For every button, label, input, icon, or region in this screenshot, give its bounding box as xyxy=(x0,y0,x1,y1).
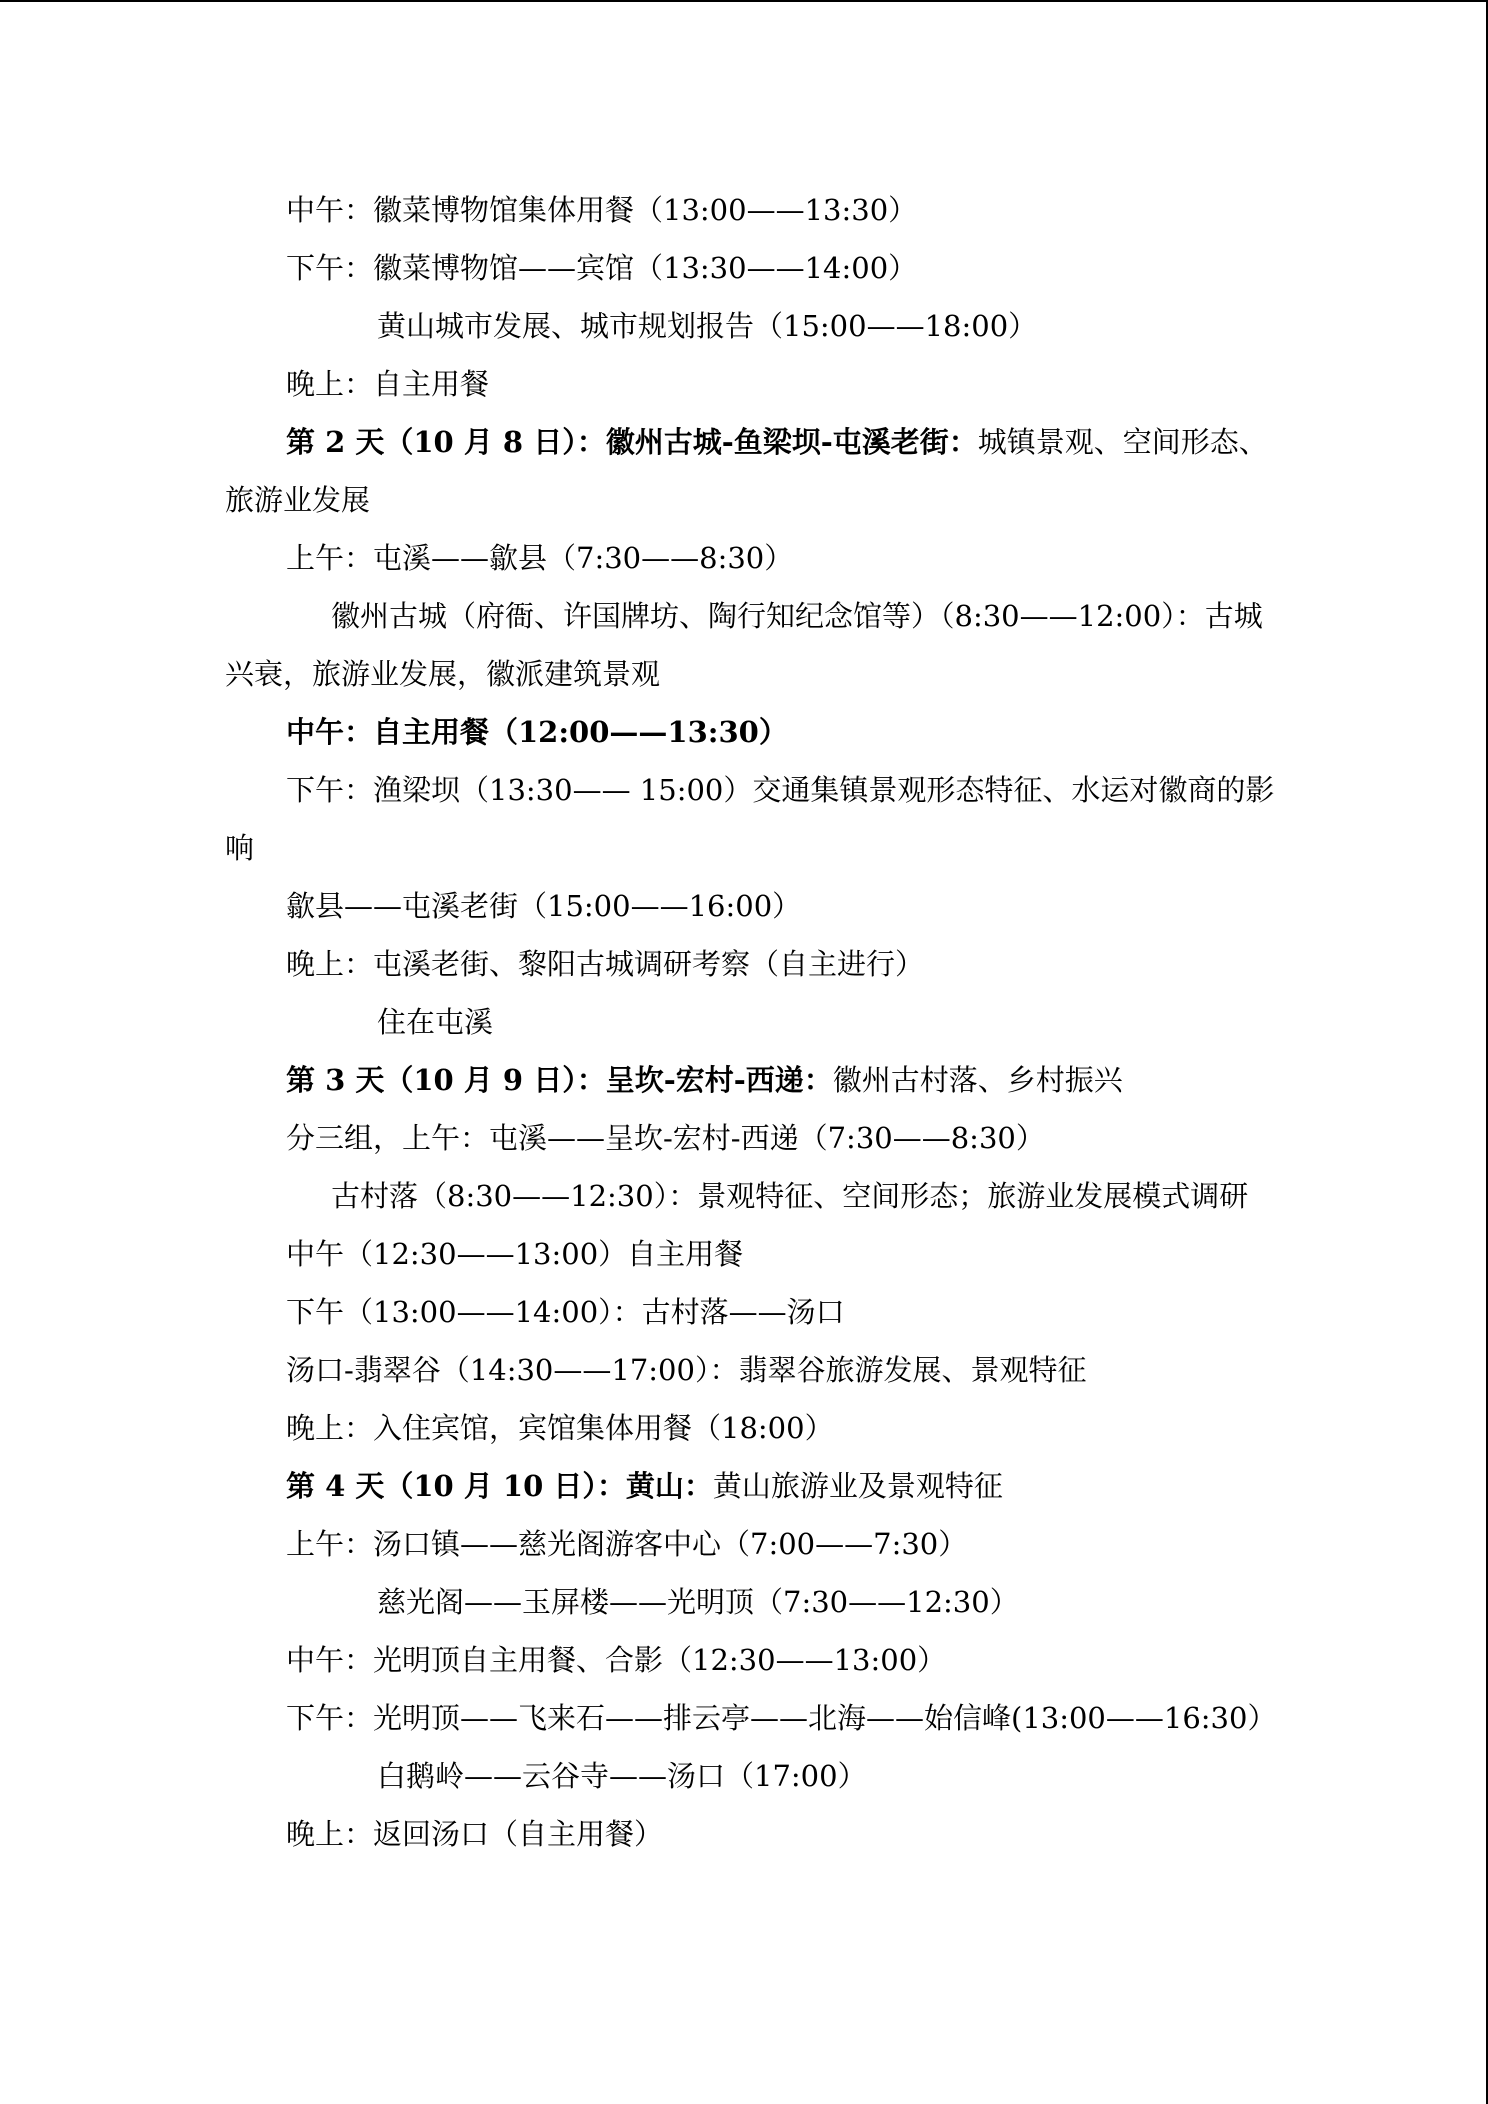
text-line: 徽州古城（府衙、许国牌坊、陶行知纪念馆等）（8:30——12:00）：古城 xyxy=(331,599,1263,633)
day-2-topics: 城镇景观、空间形态、 xyxy=(977,425,1268,459)
day-4-topics: 黄山旅游业及景观特征 xyxy=(712,1469,1003,1503)
text-line: 晚上：返回汤口（自主用餐） xyxy=(286,1817,664,1851)
text-line: 晚上：屯溪老街、黎阳古城调研考察（自主进行） xyxy=(286,947,925,981)
text-line: 住在屯溪 xyxy=(377,1005,494,1039)
text-line: 旅游业发展 xyxy=(225,483,371,517)
text-line-bold: 中午：自主用餐（12:00——13:30） xyxy=(286,715,788,749)
day-3-topics: 徽州古村落、乡村振兴 xyxy=(832,1063,1123,1097)
text-line: 中午（12:30——13:00）自主用餐 xyxy=(286,1237,744,1271)
text-line: 上午：汤口镇——慈光阁游客中心（7:00——7:30） xyxy=(286,1527,968,1561)
text-line: 慈光阁——玉屏楼——光明顶（7:30——12:30） xyxy=(377,1585,1019,1619)
text-line: 下午：渔梁坝（13:30—— 15:00）交通集镇景观形态特征、水运对徽商的影 xyxy=(286,773,1275,807)
text-line: 分三组，上午：屯溪——呈坎-宏村-西递（7:30——8:30） xyxy=(286,1121,1045,1155)
text-line: 兴衰，旅游业发展，徽派建筑景观 xyxy=(225,657,661,691)
text-line: 下午（13:00——14:00）：古村落——汤口 xyxy=(286,1295,845,1329)
text-line: 晚上：入住宾馆，宾馆集体用餐（18:00） xyxy=(286,1411,834,1445)
text-line: 古村落（8:30——12:30）：景观特征、空间形态；旅游业发展模式调研 xyxy=(331,1179,1249,1213)
day-4-heading xyxy=(286,1466,1003,1506)
day-4-title: 第 4 天（10 月 10 日）：黄山： xyxy=(286,1469,713,1503)
day-3-heading xyxy=(286,1060,1123,1100)
text-line: 上午：屯溪——歙县（7:30——8:30） xyxy=(286,541,794,575)
text-line: 下午：光明顶——飞来石——排云亭——北海——始信峰(13:00——16:30） xyxy=(286,1701,1277,1735)
day-3-title: 第 3 天（10 月 9 日）：呈坎-宏村-西递： xyxy=(286,1063,833,1097)
text-line: 歙县——屯溪老街（15:00——16:00） xyxy=(286,889,802,923)
text-line: 白鹅岭——云谷寺——汤口（17:00） xyxy=(377,1759,867,1793)
text-line: 汤口-翡翠谷（14:30——17:00）：翡翠谷旅游发展、景观特征 xyxy=(286,1353,1087,1387)
text-line: 黄山城市发展、城市规划报告（15:00——18:00） xyxy=(377,309,1038,343)
text-line: 中午：光明顶自主用餐、合影（12:30——13:00） xyxy=(286,1643,947,1677)
day-2-heading xyxy=(286,422,1268,462)
text-line: 晚上：自主用餐 xyxy=(286,367,490,401)
text-line: 响 xyxy=(225,831,255,865)
text-line: 下午：徽菜博物馆——宾馆（13:30——14:00） xyxy=(286,251,918,285)
text-line: 中午：徽菜博物馆集体用餐（13:00——13:30） xyxy=(286,193,918,227)
day-2-title: 第 2 天（10 月 8 日）：徽州古城-鱼梁坝-屯溪老街： xyxy=(286,425,978,459)
